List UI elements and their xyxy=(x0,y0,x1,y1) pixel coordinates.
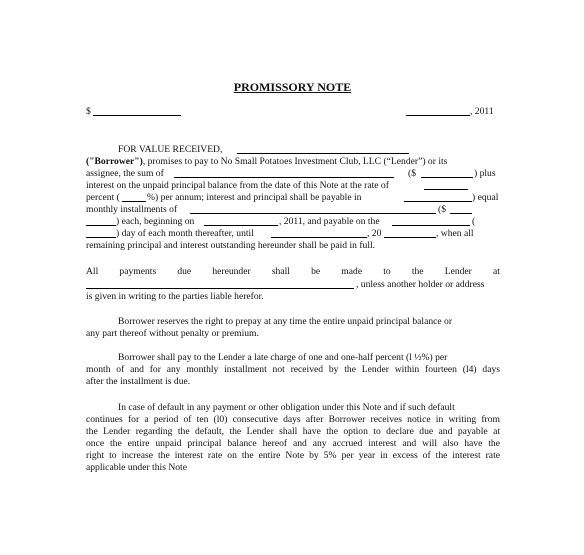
amount-blank[interactable] xyxy=(93,106,181,116)
payment-day-cont-blank[interactable] xyxy=(86,228,116,238)
rate-number-blank[interactable] xyxy=(122,192,146,202)
sum-number-blank[interactable] xyxy=(421,168,473,178)
p5-line-6: applicable under this Note xyxy=(86,462,187,473)
date-blank[interactable] xyxy=(406,106,470,116)
maturity-year-blank[interactable] xyxy=(384,228,436,238)
p1-line-2: ("Borrower"), promises to pay to No Small Potatoes Investment Club, LLC (“Lender”) or its xyxy=(86,156,448,167)
document-page: PROMISSORY NOTE $ , 2011 FOR VALUE RECEIVED, ("Borrower"), promises to pay to No Small Potatoes Investment Club, LLC (“Lender”) or its assignee, the sum of ($ ) plus interest on the unpaid principal balance from the date of this Note at the rate of percent ( %) per annum; interest and principal shall be payable in ) equal monthly installments of ($ ) each, beginning on , 2011, and payable on the ( ) day of each month thereafter, until , 20 , when all remaining principal and interest outstanding hereunder shall be paid in full. All payments due hereunder shall be made to the Lender at , unless another holder or address is given in writing to the parties liable herefor. Borrower reserves the right to prepay at any time the entire unpaid principal balance or any part thereof without penalty or premium. Borrower shall pay to the Lender a late charge of one and one-half percent (l ½%) per month of and for any monthly installment not received by the Lender within fourteen (l4) days after the installment is due. In case of default in any payment or other obligation under this Note and if such default continues for a period of ten (l0) consecutive days after Borrower receives notice in writing from the Lender regarding the default, the Lender shall have the option to declare due and payable at once the entire unpaid principal balance hereof and any accrued interest and will also have the right to increase the interest rate on the entire Note by 5% per year in excess of the interest rate applicable under this Note xyxy=(0,0,585,555)
p3-line-2: any part thereof without penalty or premium. xyxy=(86,328,259,339)
document-title: PROMISSORY NOTE xyxy=(233,80,352,94)
p5-line-3: the Lender regarding the default, the Lender shall have the option to declare due and payable at xyxy=(86,426,500,437)
p4-line-1: Borrower shall pay to the Lender a late charge of one and one-half percent (l ½%) per xyxy=(118,352,448,363)
p2-line-3: is given in writing to the parties liable herefor. xyxy=(86,291,264,302)
p5-line-4: once the entire unpaid principal balance hereof and any accrued interest and will also have the xyxy=(86,438,500,449)
sum-words-blank[interactable] xyxy=(174,168,394,178)
borrower-name-blank[interactable] xyxy=(237,144,409,154)
p4-line-3: after the installment is due. xyxy=(86,376,191,387)
installment-words-blank[interactable] xyxy=(190,204,436,214)
p2-line-1: All payments due hereunder shall be made to the Lender at xyxy=(86,266,500,277)
p5-line-2: continues for a period of ten (l0) consecutive days after Borrower receives notice in writing from xyxy=(86,414,500,425)
amount-date-row xyxy=(86,106,500,118)
year-suffix: , 2011 xyxy=(470,106,494,117)
installment-number-blank[interactable] xyxy=(450,204,472,214)
p5-line-5: right to increase the interest rate on the entire Note by 5% per year in excess of the interest rate xyxy=(86,450,500,461)
rate-words-blank[interactable] xyxy=(424,180,468,190)
p3-line-1: Borrower reserves the right to prepay at any time the entire unpaid principal balance or xyxy=(118,316,453,327)
installment-cont-blank[interactable] xyxy=(86,216,116,226)
p5-line-1: In case of default in any payment or other obligation under this Note and if such default xyxy=(118,402,455,413)
dollar-sign: $ xyxy=(86,106,91,117)
p4-line-2: month of and for any monthly installment not received by the Lender within fourteen (l4) days xyxy=(86,364,500,375)
payment-day-blank[interactable] xyxy=(392,216,470,226)
maturity-date-blank[interactable] xyxy=(271,228,367,238)
start-date-blank[interactable] xyxy=(204,216,278,226)
installments-count-blank[interactable] xyxy=(404,192,472,202)
p1-line-9: remaining principal and interest outstanding hereunder shall be paid in full. xyxy=(86,240,376,251)
payment-address-blank[interactable] xyxy=(86,279,354,289)
